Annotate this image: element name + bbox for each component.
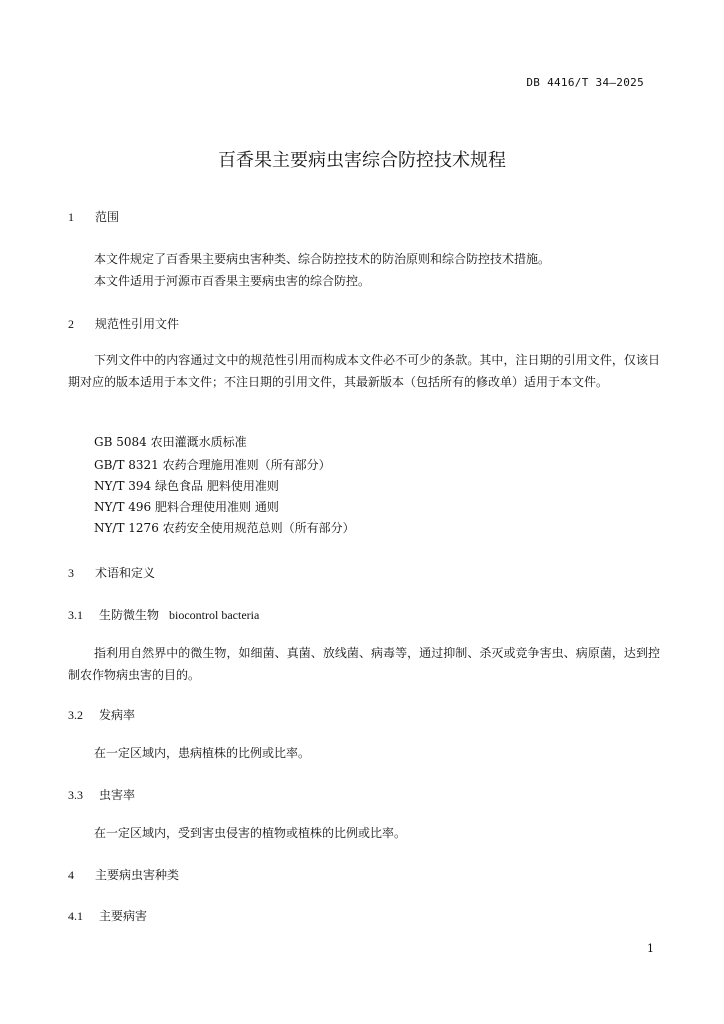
term-definition: 在一定区域内，受到害虫侵害的植物或植株的比例或比率。 xyxy=(94,826,407,840)
reference-item: GB/T 8321 农药合理施用准则（所有部分） xyxy=(94,458,331,472)
term-3-2-heading xyxy=(68,706,135,723)
term-name: 发病率 xyxy=(99,708,136,722)
term-name: 生防微生物 xyxy=(99,608,160,622)
section-number: 4 xyxy=(68,868,74,882)
term-definition: 在一定区域内，患病植株的比例或比率。 xyxy=(94,746,311,760)
section-2-heading xyxy=(68,315,179,332)
section-title: 范围 xyxy=(95,210,120,224)
paragraph: 本文件规定了百香果主要病虫害种类、综合防控技术的防治原则和综合防控技术措施。 xyxy=(94,252,551,266)
subsection-number: 4.1 xyxy=(68,909,83,923)
term-number: 3.3 xyxy=(68,788,83,802)
standard-number: DB 4416/T 34—2025 xyxy=(526,76,644,89)
reference-item: NY/T 1276 农药安全使用规范总则（所有部分） xyxy=(94,521,355,535)
section-3-heading xyxy=(68,564,155,581)
section-number: 2 xyxy=(68,317,74,331)
term-english: biocontrol bacteria xyxy=(169,608,260,622)
term-number: 3.2 xyxy=(68,708,83,722)
subsection-4-1-heading xyxy=(68,907,147,924)
subsection-title: 主要病害 xyxy=(99,909,148,923)
paragraph: 本文件适用于河源市百香果主要病虫害的综合防控。 xyxy=(94,274,371,288)
paragraph: 下列文件中的内容通过文中的规范性引用而构成本文件必不可少的条款。其中，注日期的引用文件，仅该日期对应的版本适用于本文件；不注日期的引用文件，其最新版本（包括所有的修改单）适用于本文件。 xyxy=(68,353,660,389)
reference-item: NY/T 496 肥料合理使用准则 通则 xyxy=(94,500,279,514)
section-number: 1 xyxy=(68,210,74,224)
term-number: 3.1 xyxy=(68,608,83,622)
term-3-1-heading xyxy=(68,606,259,623)
term-name: 虫害率 xyxy=(99,788,136,802)
term-3-3-heading xyxy=(68,786,135,803)
section-number: 3 xyxy=(68,566,74,580)
section-1-heading xyxy=(68,208,119,225)
page-number: 1 xyxy=(647,942,654,955)
reference-item: NY/T 394 绿色食品 肥料使用准则 xyxy=(94,479,279,493)
section-title: 术语和定义 xyxy=(95,566,156,580)
term-definition: 指利用自然界中的微生物，如细菌、真菌、放线菌、病毒等，通过抑制、杀灭或竞争害虫、病原菌，达到控制农作物病虫害的目的。 xyxy=(68,646,660,682)
section-title: 规范性引用文件 xyxy=(95,317,180,331)
document-title: 百香果主要病虫害综合防控技术规程 xyxy=(218,150,506,171)
reference-item: GB 5084 农田灌溉水质标准 xyxy=(94,435,247,449)
section-title: 主要病虫害种类 xyxy=(95,868,180,882)
section-4-heading xyxy=(68,866,179,883)
